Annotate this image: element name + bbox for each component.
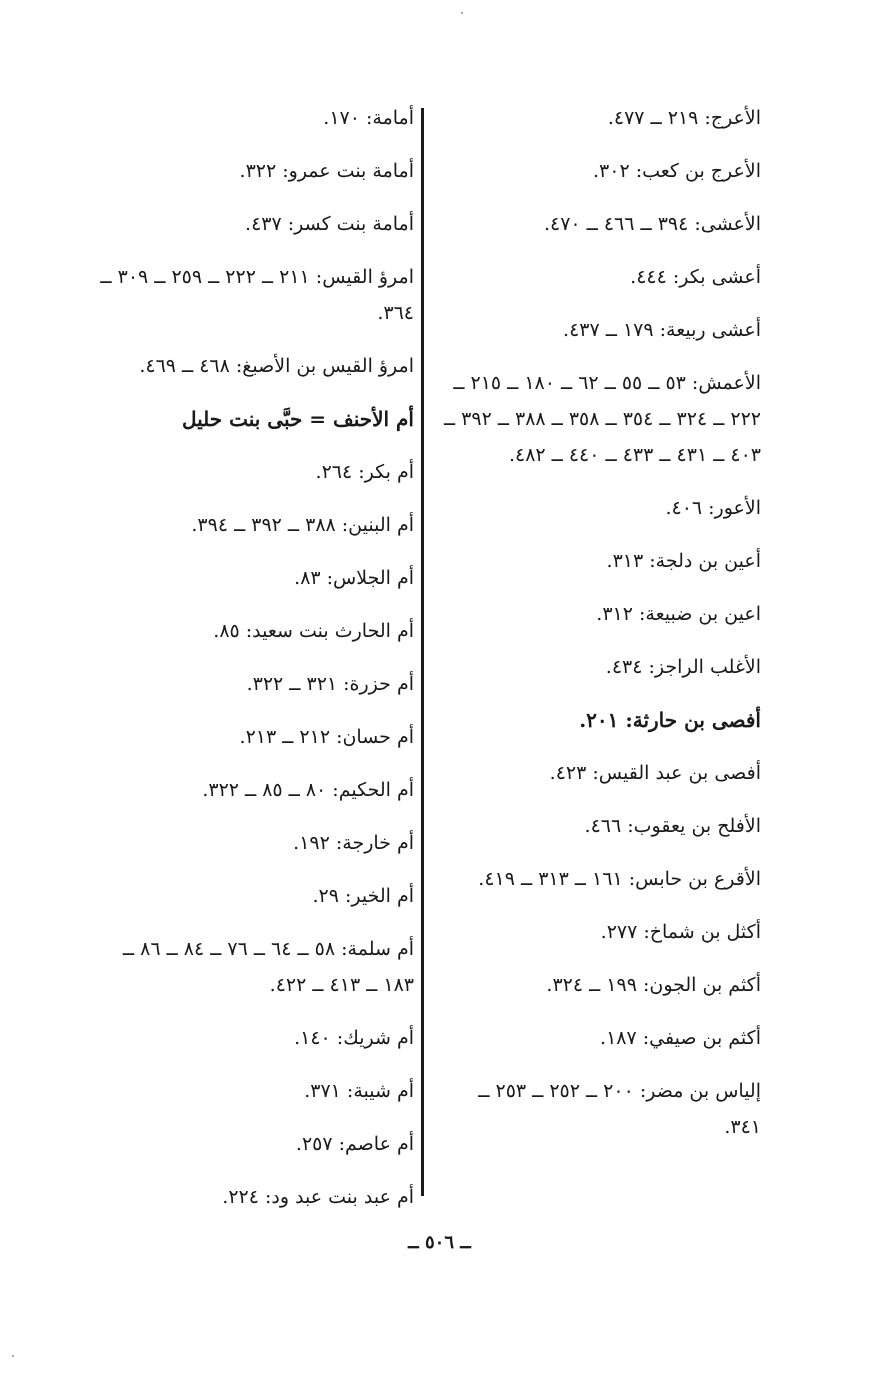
index-column-left (89, 100, 414, 1232)
index-entry: اعين بن ضبيعة: ٣١٢. (596, 603, 761, 625)
index-entry: أعشى بكر: ٤٤٤. (630, 266, 761, 288)
index-entry: أعين بن دلجة: ٣١٣. (606, 550, 761, 572)
index-entry: أكثل بن شماخ: ٢٧٧. (600, 921, 761, 943)
index-entry: أمامة بنت كسر: ٤٣٧. (245, 213, 414, 235)
index-entry: أكثم بن الجون: ١٩٩ ــ ٣٢٤. (546, 974, 761, 996)
index-entry: امرؤ القيس بن الأصبغ: ٤٦٨ ــ ٤٦٩. (139, 355, 414, 377)
index-entry: أم الأحنف = حبَّى بنت حليل (181, 407, 414, 431)
column-divider (421, 108, 424, 1196)
index-entry: أم شيبة: ٣٧١. (304, 1080, 414, 1102)
page-number: ــ ٥٠٦ ــ (408, 1232, 471, 1253)
index-entry: إلياس بن مضر: ٢٠٠ ــ ٢٥٢ ــ ٢٥٣ ــ ٣٤١. (478, 1080, 761, 1138)
scan-speck (461, 12, 463, 14)
index-column-right (443, 100, 761, 1162)
index-entry: أم عبد بنت عبد ود: ٢٢٤. (222, 1186, 414, 1208)
index-entry: أكثم بن صيفي: ١٨٧. (600, 1027, 761, 1049)
index-entry: أم سلمة: ٥٨ ــ ٦٤ ــ ٧٦ ــ ٨٤ ــ ٨٦ ــ ١٨٣ ــ ٤١٣ ــ ٤٢٢. (122, 938, 414, 996)
index-entry: أفصى بن عبد القيس: ٤٢٣. (549, 762, 761, 784)
index-entry: أم الجلاس: ٨٣. (294, 567, 414, 589)
index-entry: أم شريك: ١٤٠. (294, 1027, 414, 1049)
index-entry: أفصى بن حارثة: ٢٠١. (579, 708, 761, 732)
index-entry: أمامة بنت عمرو: ٣٢٢. (239, 160, 414, 182)
index-entry: أعشى ربيعة: ١٧٩ ــ ٤٣٧. (563, 319, 761, 341)
index-entry: الأعمش: ٥٣ ــ ٥٥ ــ ٦٢ ــ ١٨٠ ــ ٢١٥ ــ ٢٢٢ ــ ٣٢٤ ــ ٣٥٤ ــ ٣٥٨ ــ ٣٨٨ ــ ٣٩٢ ــ ٤٠٣ ــ ٤٣١ ــ ٤٣٣ ــ ٤٤٠ ــ ٤٨٢. (443, 372, 761, 466)
index-entry: الأقرع بن حابس: ١٦١ ــ ٣١٣ ــ ٤١٩. (478, 868, 761, 890)
index-entry: الأغلب الراجز: ٤٣٤. (605, 656, 761, 678)
index-entry: الأعرج بن كعب: ٣٠٢. (592, 160, 761, 182)
index-entry: أم الحارث بنت سعيد: ٨٥. (213, 620, 414, 642)
index-entry: أم حسان: ٢١٢ ــ ٢١٣. (239, 726, 414, 748)
index-entry: أم عاصم: ٢٥٧. (295, 1133, 414, 1155)
index-entry: الأعشى: ٣٩٤ ــ ٤٦٦ ــ ٤٧٠. (543, 213, 761, 235)
index-entry: أم حزرة: ٣٢١ ــ ٣٢٢. (246, 673, 414, 695)
index-entry: أم بكر: ٢٦٤. (315, 461, 414, 483)
index-entry: أم خارجة: ١٩٢. (293, 832, 414, 854)
index-entry: أم البنين: ٣٨٨ ــ ٣٩٢ ــ ٣٩٤. (191, 514, 414, 536)
index-entry: أمامة: ١٧٠. (323, 107, 414, 129)
index-entry: أم الخير: ٢٩. (312, 885, 414, 907)
index-entry: الأعور: ٤٠٦. (665, 497, 761, 519)
index-entry: امرؤ القيس: ٢١١ ــ ٢٢٢ ــ ٢٥٩ ــ ٣٠٩ ــ ٣٦٤. (100, 266, 414, 324)
index-entry: أم الحكيم: ٨٠ ــ ٨٥ ــ ٣٢٢. (202, 779, 414, 801)
index-entry: الأفلح بن يعقوب: ٤٦٦. (584, 815, 761, 837)
index-entry: الأعرج: ٢١٩ ــ ٤٧٧. (607, 107, 761, 129)
scan-speck (12, 1355, 14, 1357)
